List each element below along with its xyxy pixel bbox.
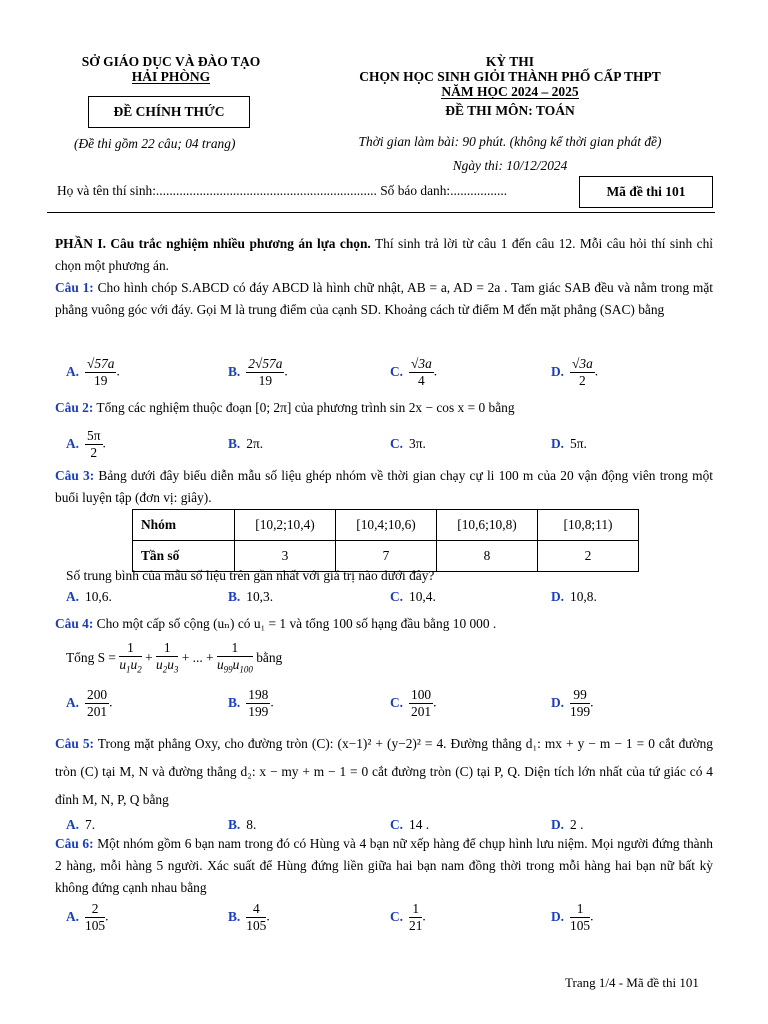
question-3-ask: Số trung bình của mẫu số liệu trên gần nhất với giá trị nào dưới đây? — [66, 568, 435, 583]
question-3 — [55, 465, 713, 509]
question-1-text: Cho hình chóp S.ABCD có đáy ABCD là hình chữ nhật, AB = a, AD = 2a . Tam giác SAB đều và nằm trong mặt phẳng vuông góc với đáy. Gọi M là trung điểm của cạnh SD. Khoảng cách từ điểm M đến mặt phẳng (SAC) bằng — [55, 280, 713, 317]
q1-option-c[interactable]: C. $\frac{√3a}{4}$ . — [390, 356, 438, 388]
exam-subject: ĐỀ THI MÔN: TOÁN — [445, 103, 575, 118]
page-footer: Trang 1/4 - Mã đề thi 101 — [565, 975, 699, 990]
question-1-label: Câu 1: — [55, 280, 94, 295]
candidate-field: Họ và tên thí sinh:.................................................................. Số báo danh:................. — [57, 183, 508, 198]
table-cell: Nhóm — [133, 510, 235, 541]
question-2-label: Câu 2: — [55, 400, 94, 415]
table-cell: 7 — [336, 541, 437, 572]
q3-option-a[interactable]: A. 10,6. — [66, 589, 112, 604]
table-cell: [10,6;10,8) — [437, 510, 538, 541]
q2-option-b[interactable]: B. 2π. — [228, 436, 264, 451]
question-3-label: Câu 3: — [55, 468, 95, 483]
exam-header — [300, 54, 720, 118]
header-divider — [47, 212, 715, 213]
q2-option-d[interactable]: D. 5π. — [551, 436, 587, 451]
official-badge: ĐỀ CHÍNH THỨC — [88, 96, 250, 128]
page-info: (Đề thi gồm 22 câu; 04 trang) — [74, 136, 236, 151]
part1-intro — [55, 233, 713, 277]
question-6-text: Một nhóm gồm 6 bạn nam trong đó có Hùng và 4 bạn nữ xếp hàng để chụp hình lưu niệm. Mọi người đứng thành 2 hàng, mỗi hàng 5 người. Xác suất để Hùng đứng liền giữa hai bạn nam đồng thời trong mỗi hàng hai bạn nữ bất kỳ không đứng cạnh nhau bằng — [55, 836, 713, 895]
table-cell: [10,8;11) — [538, 510, 639, 541]
question-1 — [55, 277, 713, 321]
table-cell: 8 — [437, 541, 538, 572]
q5-option-a[interactable]: A. 7. — [66, 817, 96, 832]
q1-option-b[interactable]: B. $\frac{2√57a}{19}$ . — [228, 356, 288, 388]
q5-option-d[interactable]: D. 2 . — [551, 817, 584, 832]
q4-option-a[interactable]: A. $\frac{200}{201}$ . — [66, 687, 113, 719]
part1-desc: Thí sinh trả lời từ câu 1 đến câu 12. Mỗi câu hỏi thí sinh chỉ chọn một phương án. — [55, 236, 714, 273]
question-6-label: Câu 6: — [55, 836, 94, 851]
q2-option-c[interactable]: C. 3π. — [390, 436, 426, 451]
exam-title-1: KỲ THI — [485, 54, 535, 69]
table-cell: 2 — [538, 541, 639, 572]
exam-title-2: CHỌN HỌC SINH GIỎI THÀNH PHỐ CẤP THPT — [359, 69, 661, 84]
q3-option-d[interactable]: D. 10,8. — [551, 589, 597, 604]
frequency-table — [132, 509, 639, 572]
q6-option-a[interactable]: A. $\frac{2}{105}$ . — [66, 901, 109, 933]
department-header — [60, 54, 282, 84]
q5-option-b[interactable]: B. 8. — [228, 817, 257, 832]
question-2 — [55, 397, 713, 419]
question-5-label: Câu 5: — [55, 736, 94, 751]
q6-option-d[interactable]: D. $\frac{1}{105}$ . — [551, 901, 594, 933]
question-5 — [55, 730, 713, 814]
q6-option-c[interactable]: C. $\frac{1}{21}$ . — [390, 901, 426, 933]
q5-option-c[interactable]: C. 14 . — [390, 817, 430, 832]
q6-option-b[interactable]: B. $\frac{4}{105}$ . — [228, 901, 270, 933]
question-4-label: Câu 4: — [55, 616, 94, 631]
question-5-text: Trong mặt phẳng Oxy, cho đường tròn (C): (x−1)² + (y−2)² = 4. Đường thẳng d₁: mx + y − m − 1 = 0 cắt đường tròn (C) tại M, N và đường thẳng d₂: x − my + m − 1 = 0 cắt đường tròn (C) tại P, Q. Diện tích lớn nhất của tứ giác có 4 đỉnh M, N, P, Q bằng — [55, 736, 713, 807]
table-row — [133, 510, 639, 541]
sum-expression: Tổng S = $\frac{1}{u_1u_2}$ + $\frac{1}{u_2u_3}$ + ... + $\frac{1}{u_{99}u_{100}}$ bằng — [66, 640, 283, 675]
q3-option-c[interactable]: C. 10,4. — [390, 589, 436, 604]
exam-date: Ngày thi: 10/12/2024 — [452, 158, 568, 173]
question-2-text: Tổng các nghiệm thuộc đoạn [0; 2π] của phương trình sin 2x − cos x = 0 bằng — [93, 400, 515, 415]
q4-option-d[interactable]: D. $\frac{99}{199}$ . — [551, 687, 594, 719]
q1-option-d[interactable]: D. $\frac{√3a}{2}$ . — [551, 356, 599, 388]
q4-option-b[interactable]: B. $\frac{198}{199}$ . — [228, 687, 274, 719]
department-city: HẢI PHÒNG — [131, 69, 211, 84]
table-cell: Tần số — [133, 541, 235, 572]
question-4 — [55, 613, 713, 635]
question-4-text: Cho một cấp số cộng (uₙ) có u₁ = 1 và tổng 100 số hạng đầu bằng 10 000 . — [93, 616, 497, 631]
table-row — [133, 541, 639, 572]
part1-title: PHẦN I. Câu trắc nghiệm nhiều phương án lựa chọn. — [55, 236, 371, 251]
exam-code: Mã đề thi 101 — [579, 176, 713, 208]
table-cell: [10,2;10,4) — [235, 510, 336, 541]
table-cell: [10,4;10,6) — [336, 510, 437, 541]
exam-year: NĂM HỌC 2024 – 2025 — [441, 84, 579, 99]
exam-time: Thời gian làm bài: 90 phút. (không kể thời gian phát đề) — [358, 134, 662, 149]
q1-option-a[interactable]: A. $\frac{√57a}{19}$ . — [66, 356, 120, 388]
department-name: SỞ GIÁO DỤC VÀ ĐÀO TẠO — [81, 54, 261, 69]
q2-option-a[interactable]: A. $\frac{5\pi}{2}$ . — [66, 428, 106, 460]
q3-option-b[interactable]: B. 10,3. — [228, 589, 274, 604]
question-6 — [55, 833, 713, 899]
table-cell: 3 — [235, 541, 336, 572]
question-3-text: Bảng dưới đây biểu diễn mẫu số liệu ghép nhóm về thời gian chạy cự li 100 m của 20 vận động viên trong một buổi luyện tập (đơn vị: giây). — [55, 468, 713, 505]
q4-option-c[interactable]: C. $\frac{100}{201}$ . — [390, 687, 437, 719]
